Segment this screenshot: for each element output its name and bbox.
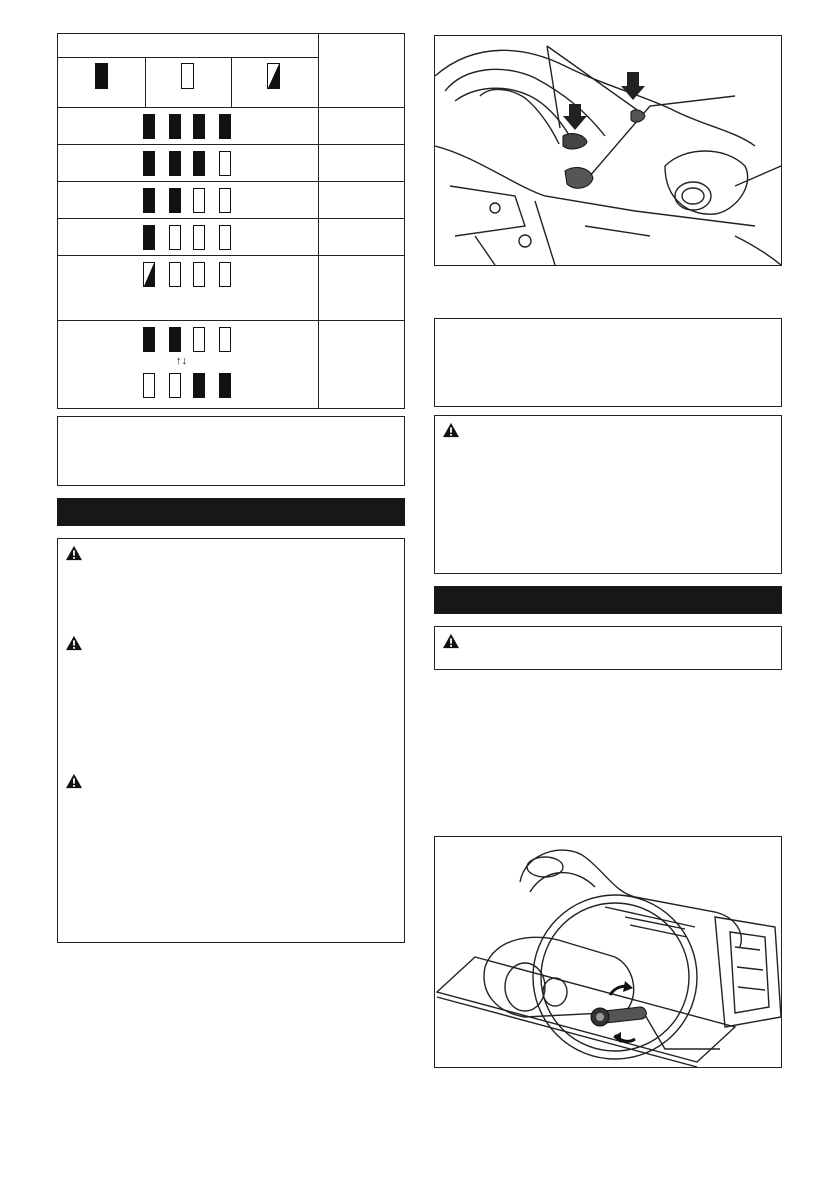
battery-indicator-table	[57, 33, 405, 409]
warning-triangle-icon	[65, 545, 83, 561]
lit-lamp-icon	[193, 114, 205, 139]
lit-lamp-icon	[193, 151, 205, 176]
alternating-arrows-icon: ↑↓	[176, 355, 187, 367]
off-lamp-icon	[193, 327, 205, 352]
lit-lamp-icon	[219, 114, 231, 139]
warning-box	[434, 626, 782, 670]
depth-adjust-figure	[434, 836, 782, 1068]
warning-triangle-icon	[442, 422, 460, 438]
lit-lamp-icon	[169, 327, 181, 352]
lit-lamp-icon	[169, 151, 181, 176]
warning-box	[57, 538, 405, 943]
off-lamp-icon	[219, 262, 231, 287]
off-lamp-icon	[219, 327, 231, 352]
section-header-bar	[434, 586, 782, 614]
off-lamp-icon	[219, 225, 231, 250]
lit-lamp-icon	[143, 225, 155, 250]
lit-lamp-icon	[143, 151, 155, 176]
off-lamp-icon	[193, 225, 205, 250]
warning-triangle-icon	[65, 635, 83, 651]
off-lamp-icon	[169, 373, 181, 398]
off-lamp-icon	[219, 188, 231, 213]
off-lamp-icon	[169, 262, 181, 287]
off-lamp-icon	[219, 151, 231, 176]
off-lamp-icon	[169, 225, 181, 250]
lit-lamp-icon	[143, 188, 155, 213]
off-lamp-icon	[193, 188, 205, 213]
lit-lamp-icon	[169, 114, 181, 139]
off-lamp-icon	[193, 262, 205, 287]
lamp-rows	[58, 34, 318, 408]
lit-lamp-icon	[143, 114, 155, 139]
lit-lamp-icon	[219, 373, 231, 398]
warning-triangle-icon	[65, 773, 83, 789]
blade-lock-lever-illustration	[435, 36, 781, 265]
blinking-lamp-icon	[143, 262, 155, 287]
blade-lock-figure	[434, 35, 782, 266]
warning-box	[434, 415, 782, 574]
off-lamp-icon	[143, 373, 155, 398]
circular-saw-depth-lever-illustration	[435, 837, 781, 1067]
note-box	[434, 318, 782, 407]
lit-lamp-icon	[193, 373, 205, 398]
warning-triangle-icon	[442, 633, 460, 649]
lit-lamp-icon	[143, 327, 155, 352]
note-box	[57, 416, 405, 486]
lit-lamp-icon	[169, 188, 181, 213]
section-header-bar	[57, 498, 405, 526]
table-line	[318, 34, 319, 408]
